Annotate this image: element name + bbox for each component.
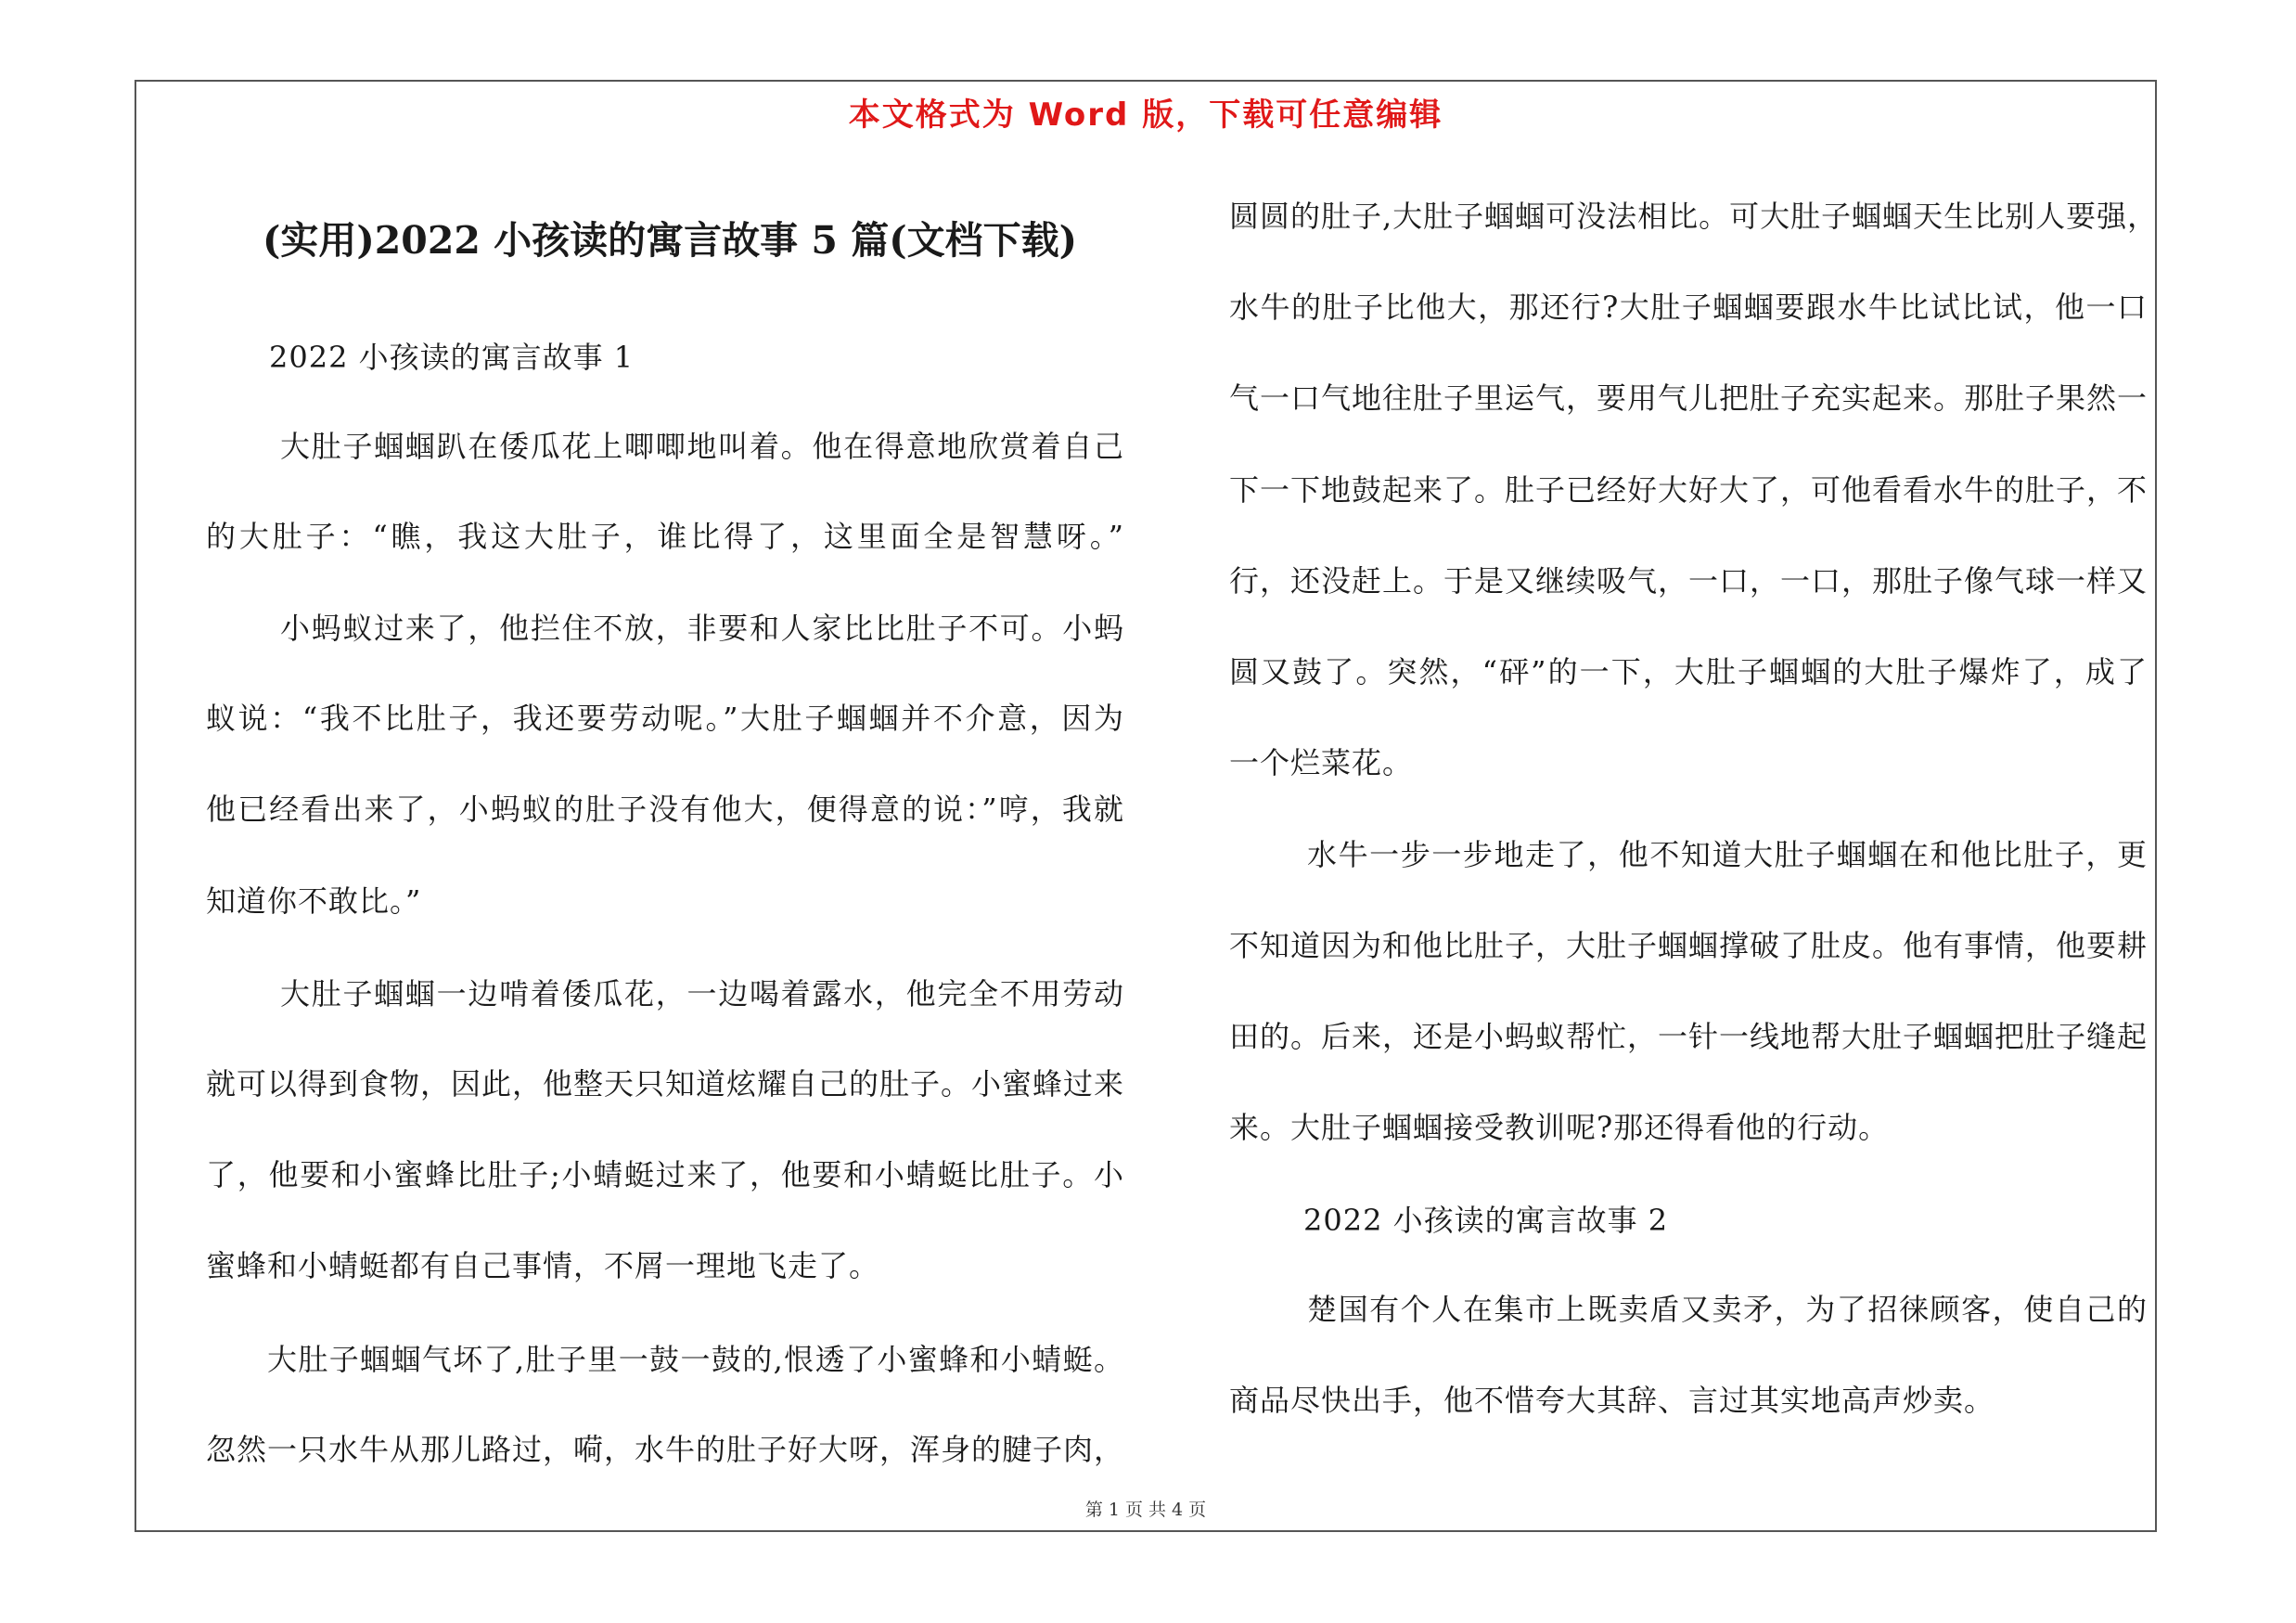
left-column-line: 大肚子蝈蝈气坏了,肚子里一鼓一鼓的,恨透了小蜜蜂和小蜻蜓。: [267, 1342, 1124, 1377]
document-title: (实用)2022 小孩读的寓言故事 5 篇(文档下载): [262, 218, 1078, 263]
right-column-line: 行，还没赶上。于是又继续吸气，一口，一口，那肚子像气球一样又: [1229, 563, 2148, 599]
left-column-line: 他已经看出来了，小蚂蚁的肚子没有他大，便得意的说：”哼，我就: [206, 792, 1124, 827]
right-column-line: 水牛的肚子比他大，那还行?大肚子蝈蝈要跟水牛比试比试，他一口: [1229, 290, 2148, 325]
left-column-line: 大肚子蝈蝈趴在倭瓜花上唧唧地叫着。他在得意地欣赏着自己: [280, 429, 1124, 464]
left-column-line: 小蚂蚁过来了，他拦住不放，非要和人家比比肚子不可。小蚂: [280, 611, 1124, 646]
right-column-line: 田的。后来，还是小蚂蚁帮忙，一针一线地帮大肚子蝈蝈把肚子缝起: [1229, 1019, 2148, 1054]
right-column-line: 水牛一步一步地走了，他不知道大肚子蝈蝈在和他比肚子，更: [1307, 837, 2148, 872]
left-column-line: 的大肚子：“瞧，我这大肚子，谁比得了，这里面全是智慧呀。”: [206, 519, 1124, 554]
left-column-line: 了，他要和小蜜蜂比肚子;小蜻蜓过来了，他要和小蜻蜓比肚子。小: [206, 1157, 1124, 1192]
left-column-line: 就可以得到食物，因此，他整天只知道炫耀自己的肚子。小蜜蜂过来: [206, 1066, 1125, 1101]
right-column-line: 气一口气地往肚子里运气，要用气儿把肚子充实起来。那肚子果然一: [1229, 380, 2148, 416]
right-column-line: 圆圆的肚子,大肚子蝈蝈可没法相比。可大肚子蝈蝈天生比别人要强，: [1229, 199, 2159, 234]
left-column-line: 蜜蜂和小蜻蜓都有自己事情，不屑一理地飞走了。: [206, 1248, 880, 1283]
left-column-line: 2022 小孩读的寓言故事 1: [269, 340, 635, 375]
right-column-line: 商品尽快出手，他不惜夸大其辞、言过其实地高声炒卖。: [1229, 1383, 1995, 1418]
right-column-line: 楚国有个人在集市上既卖盾又卖矛，为了招徕顾客，使自己的: [1307, 1292, 2148, 1327]
right-column-line: 下一下地鼓起来了。肚子已经好大好大了，可他看看水牛的肚子，不: [1229, 472, 2148, 508]
right-column-line: 来。大肚子蝈蝈接受教训呢?那还得看他的行动。: [1229, 1110, 1890, 1145]
left-column-line: 知道你不敢比。”: [206, 883, 422, 919]
format-banner: 本文格式为 Word 版，下载可任意编辑: [848, 97, 1443, 134]
right-column-line: 圆又鼓了。突然，“砰”的一下，大肚子蝈蝈的大肚子爆炸了，成了: [1229, 654, 2148, 689]
left-column-line: 蚁说：“我不比肚子，我还要劳动呢。”大肚子蝈蝈并不介意，因为: [206, 701, 1124, 736]
right-column-line: 一个烂菜花。: [1229, 745, 1414, 780]
left-column-line: 忽然一只水牛从那儿路过，嗬，水牛的肚子好大呀，浑身的腱子肉，: [206, 1432, 1125, 1467]
page-footer: 第 1 页 共 4 页: [1084, 1500, 1207, 1520]
left-column-line: 大肚子蝈蝈一边啃着倭瓜花，一边喝着露水，他完全不用劳动: [280, 976, 1124, 1011]
right-column-line: 不知道因为和他比肚子，大肚子蝈蝈撑破了肚皮。他有事情，他要耕: [1229, 928, 2148, 963]
right-column-line: 2022 小孩读的寓言故事 2: [1303, 1203, 1669, 1238]
